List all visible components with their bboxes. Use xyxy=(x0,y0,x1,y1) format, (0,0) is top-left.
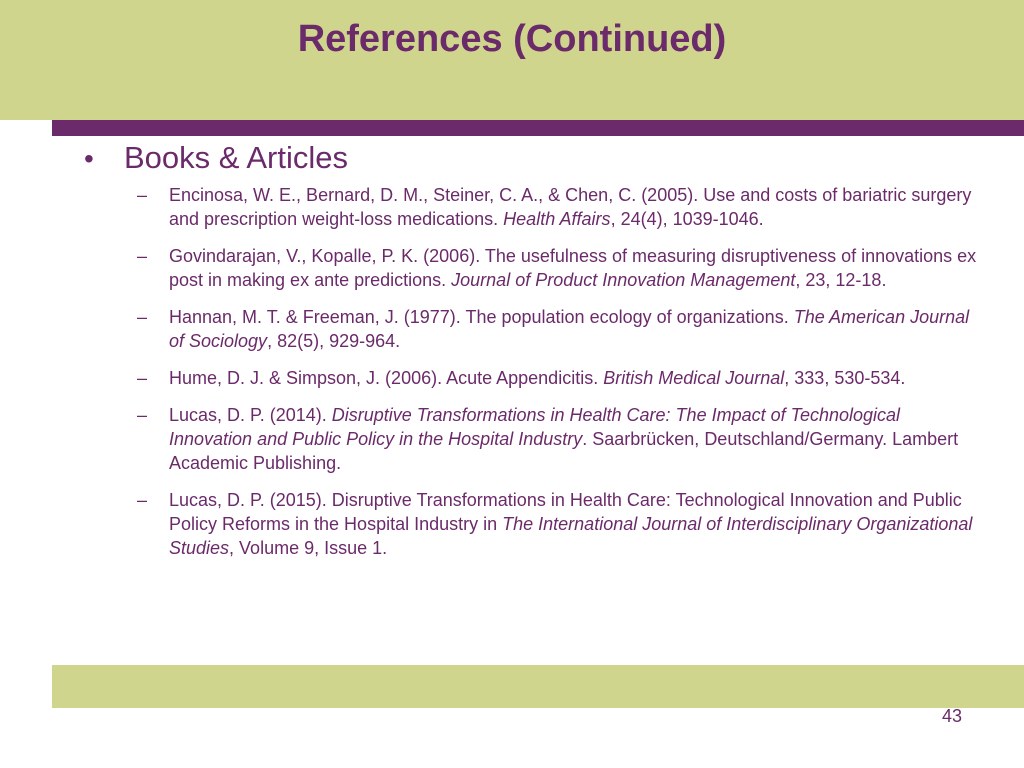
reference-segment: . Saarbrücken, Deutschland/Germany. Lambert Academic Publishing. xyxy=(169,429,959,473)
reference-segment: Hume, D. J. & Simpson, J. (2006). Acute Appendicitis. xyxy=(169,368,604,388)
reference-item xyxy=(84,366,984,390)
reference-text xyxy=(169,405,958,473)
reference-segment: , 23, 12-18. xyxy=(795,270,887,290)
dash-icon: – xyxy=(137,307,148,327)
reference-segment: Govindarajan, V., Kopalle, P. K. (2006). The usefulness of measuring disruptiveness of innovations ex post in making ex ante predictions. xyxy=(169,246,977,290)
reference-item xyxy=(84,305,984,353)
reference-text xyxy=(169,368,905,388)
reference-item xyxy=(84,244,984,292)
reference-source-title: The International Journal of Interdisciplinary Organizational Studies xyxy=(169,514,973,558)
reference-text xyxy=(169,246,976,290)
dash-icon: – xyxy=(137,368,148,388)
reference-segment: , 333, 530-534. xyxy=(784,368,906,388)
reference-source-title: Journal of Product Innovation Management xyxy=(451,270,796,290)
section-heading xyxy=(84,138,984,179)
reference-segment: Lucas, D. P. (2015). Disruptive Transformations in Health Care: Technological Innovation and Public Policy Reforms in the Hospital Industry in xyxy=(169,490,962,534)
reference-segment: , 82(5), 929-964. xyxy=(267,331,401,351)
reference-text xyxy=(169,490,972,558)
reference-text xyxy=(169,185,971,229)
reference-segment: , 24(4), 1039-1046. xyxy=(610,209,764,229)
slide-content xyxy=(84,138,984,573)
dash-icon: – xyxy=(137,405,148,425)
reference-item xyxy=(84,488,984,560)
reference-source-title: British Medical Journal xyxy=(603,368,785,388)
reference-segment: Encinosa, W. E., Bernard, D. M., Steiner, C. A., & Chen, C. (2005). Use and costs of bariatric surgery and prescription weight-loss medications. xyxy=(169,185,972,229)
dash-icon: – xyxy=(137,246,148,266)
reference-text xyxy=(169,307,969,351)
dash-icon: – xyxy=(137,185,148,205)
reference-source-title: Health Affairs xyxy=(503,209,611,229)
reference-segment: Hannan, M. T. & Freeman, J. (1977). The population ecology of organizations. xyxy=(169,307,794,327)
reference-segment: , Volume 9, Issue 1. xyxy=(229,538,388,558)
reference-source-title: The American Journal of Sociology xyxy=(169,307,970,351)
page-number: 43 xyxy=(941,706,962,726)
dash-icon: – xyxy=(137,490,148,510)
reference-item xyxy=(84,403,984,475)
footer-band xyxy=(52,665,1024,708)
bullet-icon: • xyxy=(84,143,94,174)
slide-title: References (Continued) xyxy=(297,18,727,60)
section-heading-text: Books & Articles xyxy=(124,140,348,175)
reference-item xyxy=(84,183,984,231)
reference-source-title: Disruptive Transformations in Health Care: The Impact of Technological Innovation and Public Policy in the Hospital Industry xyxy=(169,405,901,449)
accent-bar xyxy=(52,120,1024,136)
reference-list xyxy=(84,183,984,560)
reference-segment: Lucas, D. P. (2014). xyxy=(169,405,332,425)
